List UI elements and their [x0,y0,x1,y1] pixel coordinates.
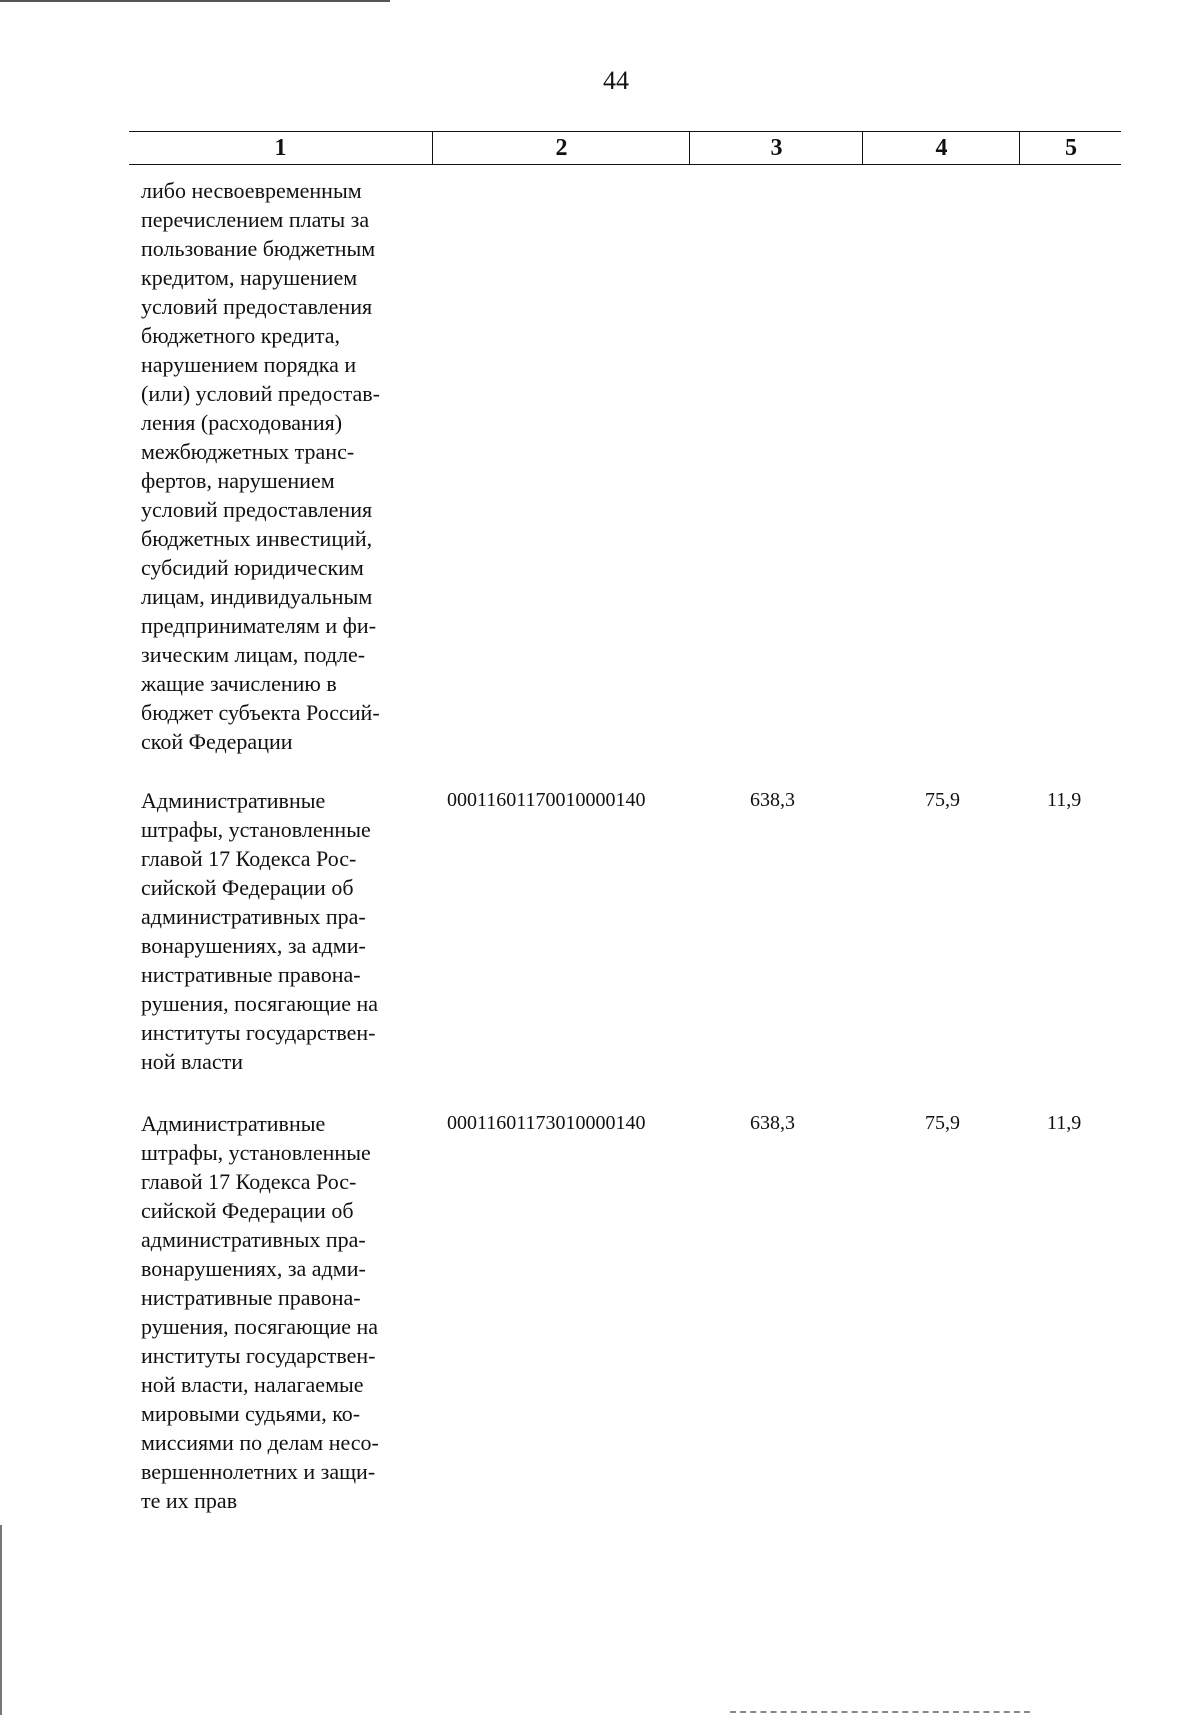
row-value-col-4: 75,9 [925,789,960,811]
header-col-3: 3 [689,132,863,164]
scan-edge-bottom [730,1711,1030,1713]
row-value-col-5: 11,9 [1047,789,1082,811]
budget-table [129,131,1121,1513]
scan-edge-top [0,0,390,2]
row-value-col-3: 638,3 [750,789,795,811]
row-description: либо несвоевременным перечислением платы за пользование бюджетным кредитом, нарушением условий предоставления бюджетного кредита, нарушением порядка и (или) условий предостав- ления (расходования) межбюджетных транс- фертов, нарушением условий предоставления бюджетных инвестиций, субсидий юридическим лицам, индивидуальным предпринимателям и фи- зическим лицам, подле- жащие зачислению в бюджет субъекта Россий- ской Федерации [141,178,380,754]
row-code: 00011601170010000140 [447,789,646,811]
row-code: 00011601173010000140 [447,1112,646,1134]
row-value-col-4: 75,9 [925,1112,960,1134]
scan-edge-left [0,1525,2,1715]
header-col-1: 1 [274,135,287,161]
header-col-2: 2 [432,132,690,164]
row-value-col-3: 638,3 [750,1112,795,1134]
header-col-4: 4 [862,132,1020,164]
row-description: Административные штрафы, установленные главой 17 Кодекса Рос- сийской Федерации об административных пра- вонарушениях, за адми- нистративные правона- рушения, посягающие на институты государствен- ной власти, налагаемые мировыми судьями, ко- миссиями по делам несо- вершеннолетних и защи- те их прав [141,1111,379,1513]
page-number: 44 [603,66,629,95]
table-header-row [129,131,1121,165]
row-description: Административные штрафы, установленные главой 17 Кодекса Рос- сийской Федерации об административных пра- вонарушениях, за адми- нистративные правона- рушения, посягающие на институты государствен- ной власти [141,788,379,1074]
row-value-col-5: 11,9 [1047,1112,1082,1134]
header-col-5: 5 [1019,132,1122,164]
